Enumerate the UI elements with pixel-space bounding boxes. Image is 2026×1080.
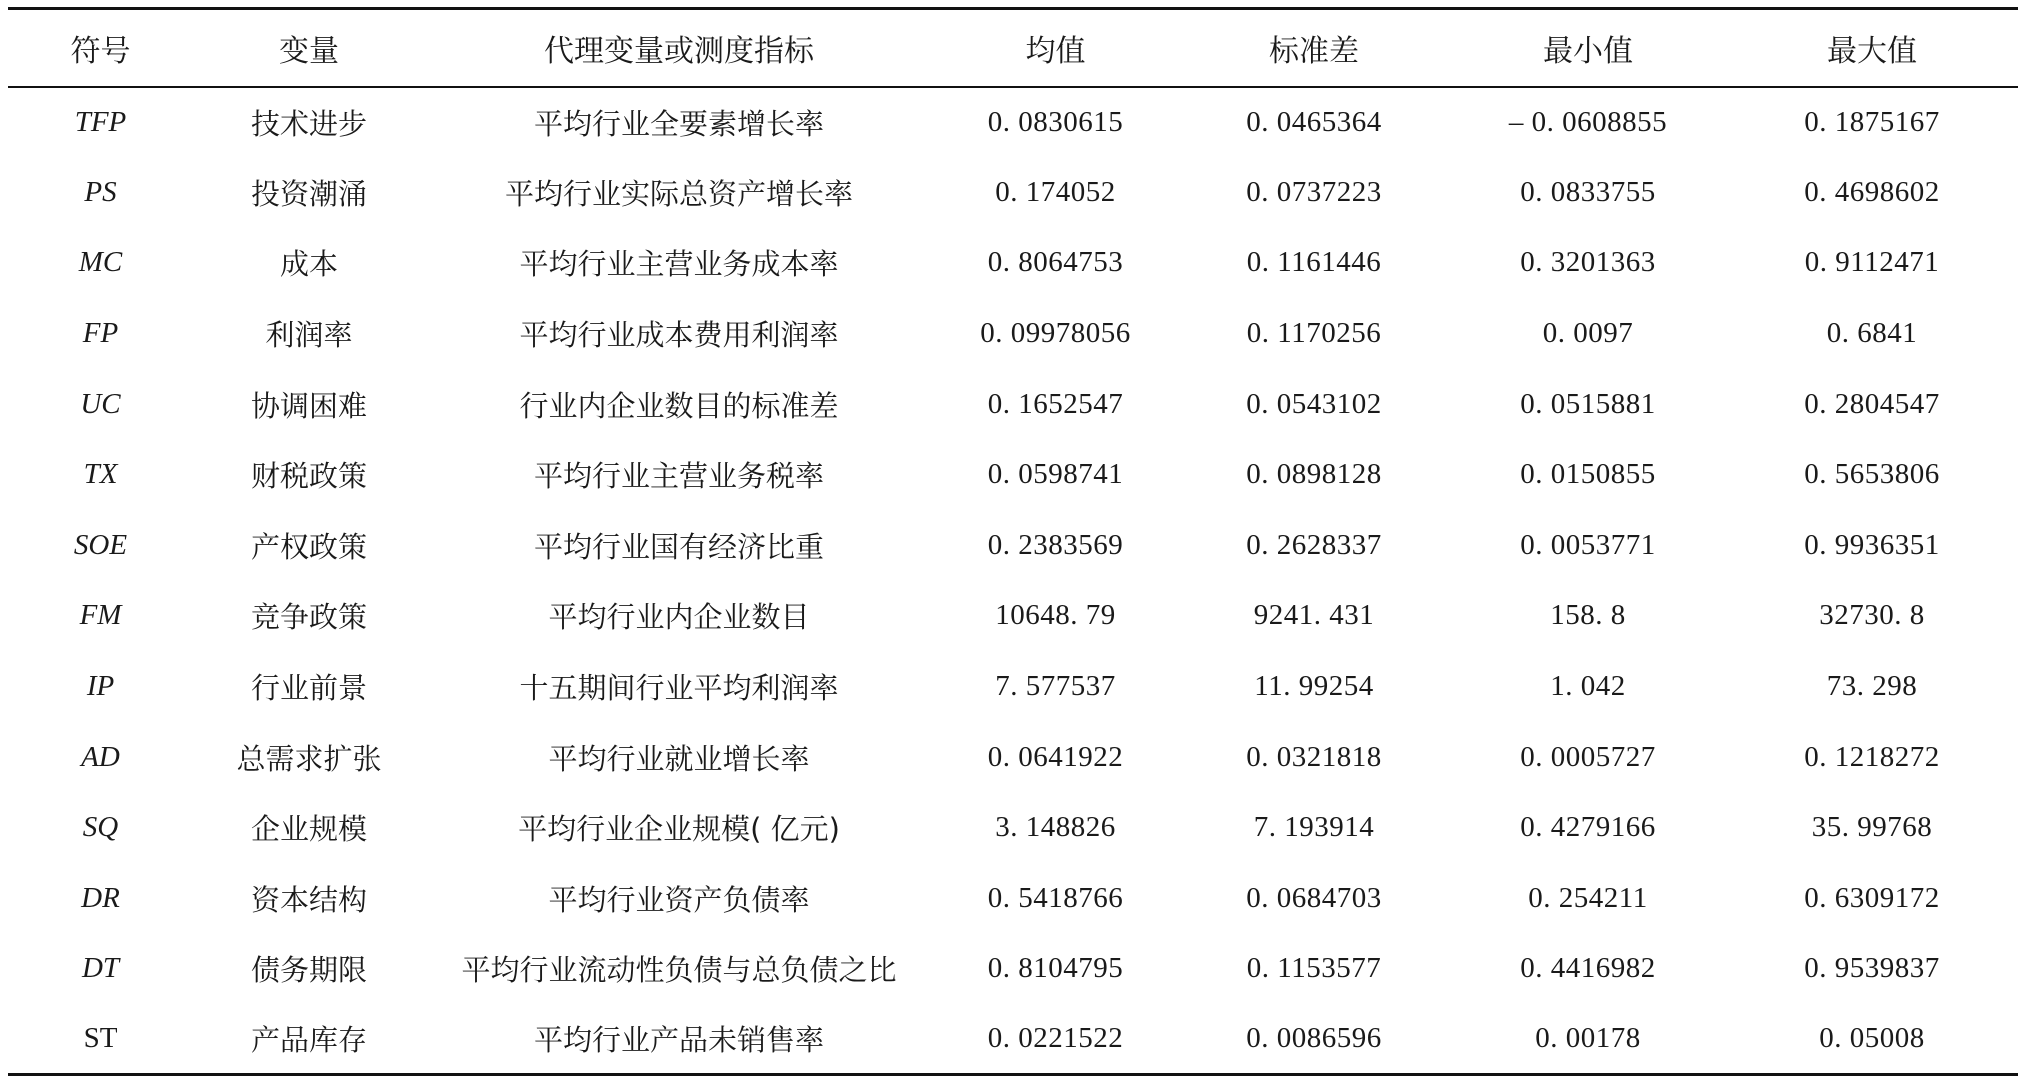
table-row — [8, 87, 2018, 158]
table-row — [8, 934, 2018, 1005]
min-cell: 0. 4279166 — [1520, 811, 1656, 844]
variable-cell: 技术进步 — [250, 106, 367, 141]
std-cell: 0. 0321818 — [1246, 740, 1382, 773]
variable-cell: 产品库存 — [250, 1023, 367, 1058]
mean-cell: 0. 8064753 — [987, 246, 1124, 279]
indicator-cell: 平均行业主营业务成本率 — [519, 247, 839, 282]
table-row — [8, 157, 2018, 228]
table-row — [8, 722, 2018, 793]
indicator-cell: 平均行业成本费用利润率 — [519, 318, 839, 353]
variable-cell: 资本结构 — [250, 882, 367, 917]
min-cell: 0. 0515881 — [1520, 387, 1656, 420]
mean-cell: 0. 8104795 — [987, 952, 1124, 985]
max-cell: 0. 4698602 — [1804, 175, 1940, 208]
symbol-cell: DT — [81, 952, 120, 985]
table-row — [8, 369, 2018, 440]
header-row — [8, 9, 2018, 87]
std-cell: 0. 0543102 — [1246, 387, 1382, 420]
table-header — [8, 9, 2018, 87]
table-row — [8, 651, 2018, 722]
max-cell: 0. 2804547 — [1804, 387, 1940, 420]
table-row — [8, 1004, 2018, 1075]
variable-cell: 成本 — [279, 247, 338, 282]
variable-cell: 行业前景 — [250, 671, 367, 706]
min-cell: 0. 0150855 — [1520, 458, 1656, 491]
max-cell: 0. 1218272 — [1804, 740, 1940, 773]
mean-cell: 7. 577537 — [995, 670, 1116, 703]
mean-cell: 3. 148826 — [995, 811, 1116, 844]
symbol-cell: TX — [83, 458, 118, 491]
header-min: 最小值 — [1543, 33, 1633, 69]
max-cell: 0. 9112471 — [1804, 246, 1940, 279]
header-indicator: 代理变量或测度指标 — [544, 33, 814, 69]
mean-cell: 0. 174052 — [995, 175, 1116, 208]
max-cell: 32730. 8 — [1819, 599, 1925, 632]
min-cell: 0. 254211 — [1528, 881, 1648, 914]
table-body — [8, 87, 2018, 1075]
header-max: 最大值 — [1827, 33, 1917, 69]
mean-cell: 10648. 79 — [995, 599, 1116, 632]
variable-cell: 总需求扩张 — [236, 741, 382, 776]
std-cell: 0. 0898128 — [1246, 458, 1382, 491]
min-cell: 0. 00178 — [1535, 1022, 1641, 1055]
min-cell: 158. 8 — [1550, 599, 1626, 632]
mean-cell: 0. 0221522 — [987, 1022, 1124, 1055]
std-cell: 0. 2628337 — [1246, 528, 1382, 561]
table-row — [8, 792, 2018, 863]
min-cell: 0. 0005727 — [1520, 740, 1656, 773]
std-cell: 7. 193914 — [1253, 811, 1375, 844]
std-cell: 0. 1153577 — [1246, 952, 1382, 985]
symbol-cell: SQ — [82, 811, 119, 844]
min-cell: – 0. 0608855 — [1508, 105, 1668, 138]
max-cell: 35. 99768 — [1811, 811, 1933, 844]
mean-cell: 0. 5418766 — [987, 881, 1124, 914]
table-row — [8, 439, 2018, 510]
min-cell: 0. 4416982 — [1520, 952, 1656, 985]
std-cell: 0. 1170256 — [1246, 317, 1382, 350]
indicator-cell: 平均行业就业增长率 — [548, 741, 810, 776]
indicator-cell: 平均行业全要素增长率 — [533, 106, 824, 141]
indicator-cell: 平均行业流动性负债与总负债之比 — [461, 953, 897, 988]
symbol-cell: DR — [81, 881, 120, 914]
mean-cell: 0. 2383569 — [987, 528, 1124, 561]
max-cell: 0. 6309172 — [1804, 881, 1940, 914]
symbol-cell: UC — [80, 387, 121, 420]
variable-cell: 利润率 — [265, 318, 353, 353]
symbol-cell: PS — [84, 175, 117, 208]
max-cell: 0. 1875167 — [1804, 105, 1940, 138]
symbol-cell: TFP — [74, 105, 127, 138]
max-cell: 0. 05008 — [1819, 1022, 1925, 1055]
indicator-cell: 平均行业国有经济比重 — [533, 529, 824, 564]
header-variable: 变量 — [279, 33, 339, 69]
std-cell: 0. 0684703 — [1246, 881, 1382, 914]
min-cell: 0. 0833755 — [1520, 175, 1656, 208]
indicator-cell: 平均行业内企业数目 — [548, 600, 810, 635]
indicator-cell: 平均行业资产负债率 — [548, 882, 810, 917]
table-row — [8, 863, 2018, 934]
mean-cell: 0. 1652547 — [987, 387, 1124, 420]
std-cell: 11. 99254 — [1254, 670, 1374, 703]
symbol-cell: FM — [79, 599, 122, 632]
header-std: 标准差 — [1269, 33, 1359, 69]
symbol-cell: IP — [86, 670, 115, 703]
mean-cell: 0. 0641922 — [987, 740, 1124, 773]
max-cell: 0. 9539837 — [1804, 952, 1940, 985]
symbol-cell: SOE — [73, 528, 128, 561]
std-cell: 0. 0737223 — [1246, 175, 1382, 208]
symbol-cell: MC — [78, 246, 123, 279]
variable-cell: 产权政策 — [250, 529, 367, 564]
symbol-cell: ST — [83, 1022, 118, 1055]
header-mean: 均值 — [1025, 33, 1086, 69]
mean-cell: 0. 09978056 — [980, 317, 1131, 350]
max-cell: 0. 5653806 — [1804, 458, 1940, 491]
max-cell: 73. 298 — [1826, 670, 1918, 703]
indicator-cell: 平均行业企业规模( 亿元) — [518, 812, 840, 847]
min-cell: 0. 3201363 — [1520, 246, 1656, 279]
max-cell: 0. 9936351 — [1804, 528, 1940, 561]
table-row — [8, 510, 2018, 581]
std-cell: 9241. 431 — [1253, 599, 1375, 632]
indicator-cell: 平均行业产品未销售率 — [533, 1023, 824, 1058]
std-cell: 0. 1161446 — [1246, 246, 1382, 279]
variable-cell: 财税政策 — [250, 459, 367, 494]
variable-cell: 竞争政策 — [250, 600, 367, 635]
std-cell: 0. 0465364 — [1246, 105, 1382, 138]
indicator-cell: 平均行业实际总资产增长率 — [504, 176, 853, 211]
indicator-cell: 十五期间行业平均利润率 — [519, 671, 839, 706]
std-cell: 0. 0086596 — [1246, 1022, 1382, 1055]
descriptive-statistics-table — [8, 7, 2018, 1076]
min-cell: 0. 0097 — [1542, 317, 1634, 350]
mean-cell: 0. 0830615 — [987, 105, 1124, 138]
table-row — [8, 298, 2018, 369]
table-row — [8, 581, 2018, 652]
variable-cell: 协调困难 — [250, 388, 367, 423]
variable-cell: 债务期限 — [250, 953, 367, 988]
symbol-cell: AD — [81, 740, 120, 773]
symbol-cell: FP — [82, 317, 119, 350]
header-symbol: 符号 — [70, 33, 131, 69]
max-cell: 0. 6841 — [1826, 317, 1918, 350]
indicator-cell: 行业内企业数目的标准差 — [519, 388, 839, 423]
variable-cell: 投资潮涌 — [250, 176, 367, 211]
variable-cell: 企业规模 — [250, 812, 367, 847]
min-cell: 0. 0053771 — [1520, 528, 1656, 561]
min-cell: 1. 042 — [1550, 670, 1626, 703]
indicator-cell: 平均行业主营业务税率 — [533, 459, 824, 494]
table-row — [8, 228, 2018, 299]
mean-cell: 0. 0598741 — [987, 458, 1124, 491]
